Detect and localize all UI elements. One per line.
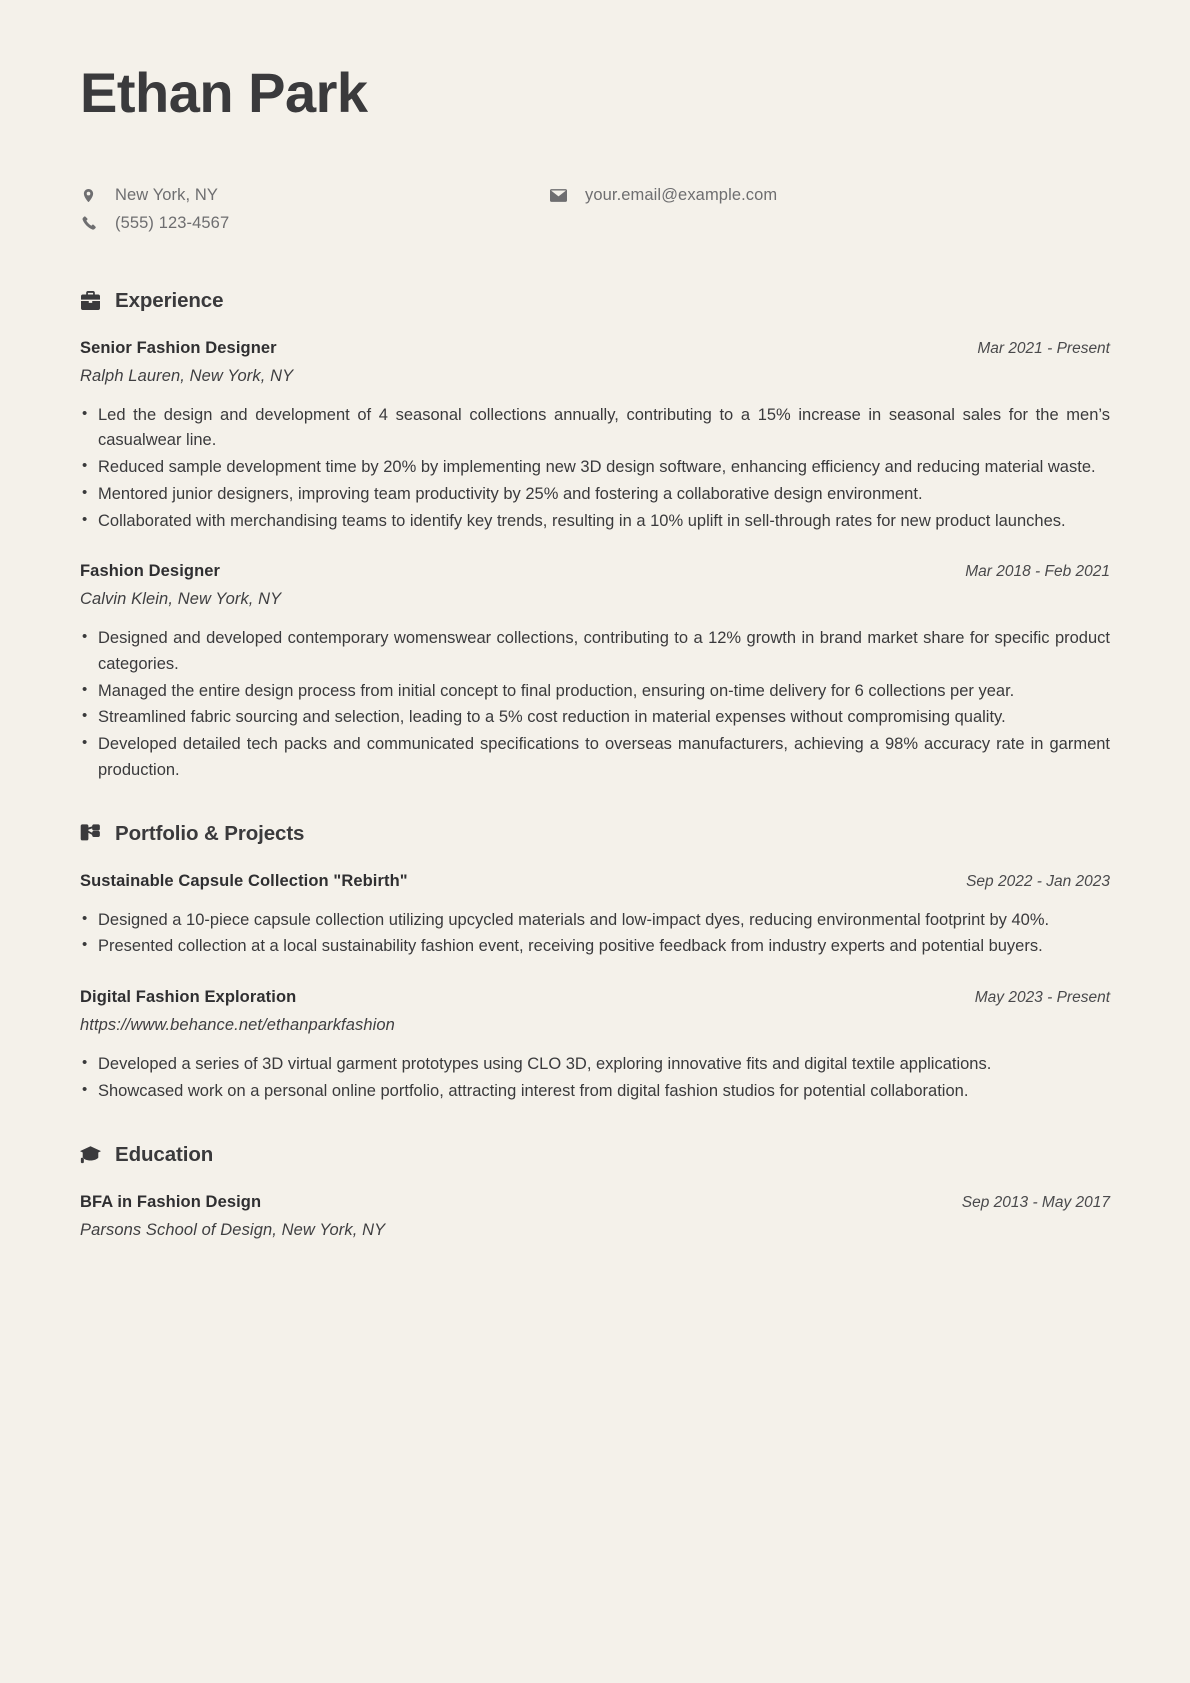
- page-title: Ethan Park: [80, 61, 368, 124]
- project-url[interactable]: https://www.behance.net/ethanparkfashion: [80, 1016, 395, 1035]
- list-item: • Mentored junior designers, improving team productivity by 25% and fostering a collaborative design environment.: [80, 482, 1110, 508]
- section-experience: [80, 289, 1110, 784]
- list-item: • Managed the entire design process from initial concept to final production, ensuring on-time delivery for 6 collections per year.: [80, 679, 1110, 705]
- project-entry: [80, 988, 1110, 1104]
- job-date: Mar 2018 - Feb 2021: [965, 563, 1110, 581]
- list-item: • Reduced sample development time by 20% by implementing new 3D design software, enhancing efficiency and reducing material waste.: [80, 455, 1110, 481]
- contact-email: [550, 186, 777, 205]
- envelope-icon: [550, 187, 567, 204]
- section-header-experience: [80, 289, 1110, 313]
- entry-header: [80, 872, 1110, 891]
- spacer: [80, 788, 1110, 822]
- job-bullets: [80, 403, 1110, 535]
- experience-entry: [80, 339, 1110, 535]
- experience-entry: [80, 562, 1110, 783]
- entry-header: [80, 562, 1110, 581]
- section-title-education: Education: [115, 1142, 214, 1166]
- entry-header: [80, 339, 1110, 358]
- list-item: • Streamlined fabric sourcing and selection, leading to a 5% cost reduction in material expenses without compromising quality.: [80, 705, 1110, 731]
- section-title-portfolio: Portfolio & Projects: [115, 821, 305, 845]
- project-title: Sustainable Capsule Collection "Rebirth": [80, 871, 408, 890]
- contact-location-text: New York, NY: [115, 185, 218, 204]
- job-company: Ralph Lauren, New York, NY: [80, 366, 294, 385]
- list-item: • Developed detailed tech packs and communicated specifications to overseas manufacturers, achieving a 98% accuracy rate in garment production.: [80, 732, 1110, 783]
- graduation-cap-icon: [80, 1144, 101, 1165]
- contact-phone-text: (555) 123-4567: [115, 213, 230, 232]
- section-header-portfolio: [80, 822, 1110, 846]
- project-date: Sep 2022 - Jan 2023: [966, 872, 1110, 890]
- job-bullets: [80, 626, 1110, 783]
- list-item: • Designed and developed contemporary womenswear collections, contributing to a 12% growth in brand market share for specific product categories.: [80, 626, 1110, 677]
- list-item: • Presented collection at a local sustainability fashion event, receiving positive feedback from industry experts and potential buyers.: [80, 934, 1110, 960]
- contact-column-right: [550, 186, 777, 233]
- location-pin-icon: [80, 187, 97, 204]
- list-item: • Designed a 10-piece capsule collection utilizing upcycled materials and low-impact dyes, reducing environmental footprint by 40%.: [80, 908, 1110, 934]
- project-nodes-icon: [80, 823, 101, 844]
- contact-location: [80, 186, 550, 205]
- school-name: Parsons School of Design, New York, NY: [80, 1220, 386, 1239]
- briefcase-icon: [80, 290, 101, 311]
- section-title-experience: Experience: [115, 288, 224, 312]
- contact-column-left: [80, 186, 550, 233]
- section-portfolio: [80, 822, 1110, 1105]
- contact-info: [80, 186, 1110, 233]
- entry-header: [80, 1193, 1110, 1212]
- list-item: • Collaborated with merchandising teams to identify key trends, resulting in a 10% uplift in sell-through rates for new product launches.: [80, 509, 1110, 535]
- job-title: Senior Fashion Designer: [80, 338, 277, 357]
- list-item: • Developed a series of 3D virtual garment prototypes using CLO 3D, exploring innovative fits and digital textile applications.: [80, 1052, 1110, 1078]
- degree-title: BFA in Fashion Design: [80, 1192, 262, 1211]
- contact-phone: [80, 214, 550, 233]
- project-bullets: [80, 908, 1110, 960]
- project-bullets: [80, 1052, 1110, 1104]
- education-entry: [80, 1193, 1110, 1240]
- phone-icon: [80, 215, 97, 232]
- entry-header: [80, 988, 1110, 1007]
- project-date: May 2023 - Present: [974, 989, 1110, 1007]
- degree-date: Sep 2013 - May 2017: [961, 1193, 1110, 1211]
- job-title: Fashion Designer: [80, 562, 221, 581]
- project-entry: [80, 872, 1110, 960]
- section-header-education: [80, 1143, 1110, 1167]
- contact-email-text: your.email@example.com: [585, 185, 778, 204]
- list-item: • Showcased work on a personal online portfolio, attracting interest from digital fashion studios for potential collaboration.: [80, 1079, 1110, 1105]
- job-date: Mar 2021 - Present: [977, 339, 1110, 357]
- list-item: • Led the design and development of 4 seasonal collections annually, contributing to a 15% increase in seasonal sales for the men’s casualwear line.: [80, 403, 1110, 454]
- spacer: [80, 1109, 1110, 1143]
- section-education: [80, 1143, 1110, 1240]
- project-title: Digital Fashion Exploration: [80, 988, 297, 1007]
- job-company: Calvin Klein, New York, NY: [80, 590, 282, 609]
